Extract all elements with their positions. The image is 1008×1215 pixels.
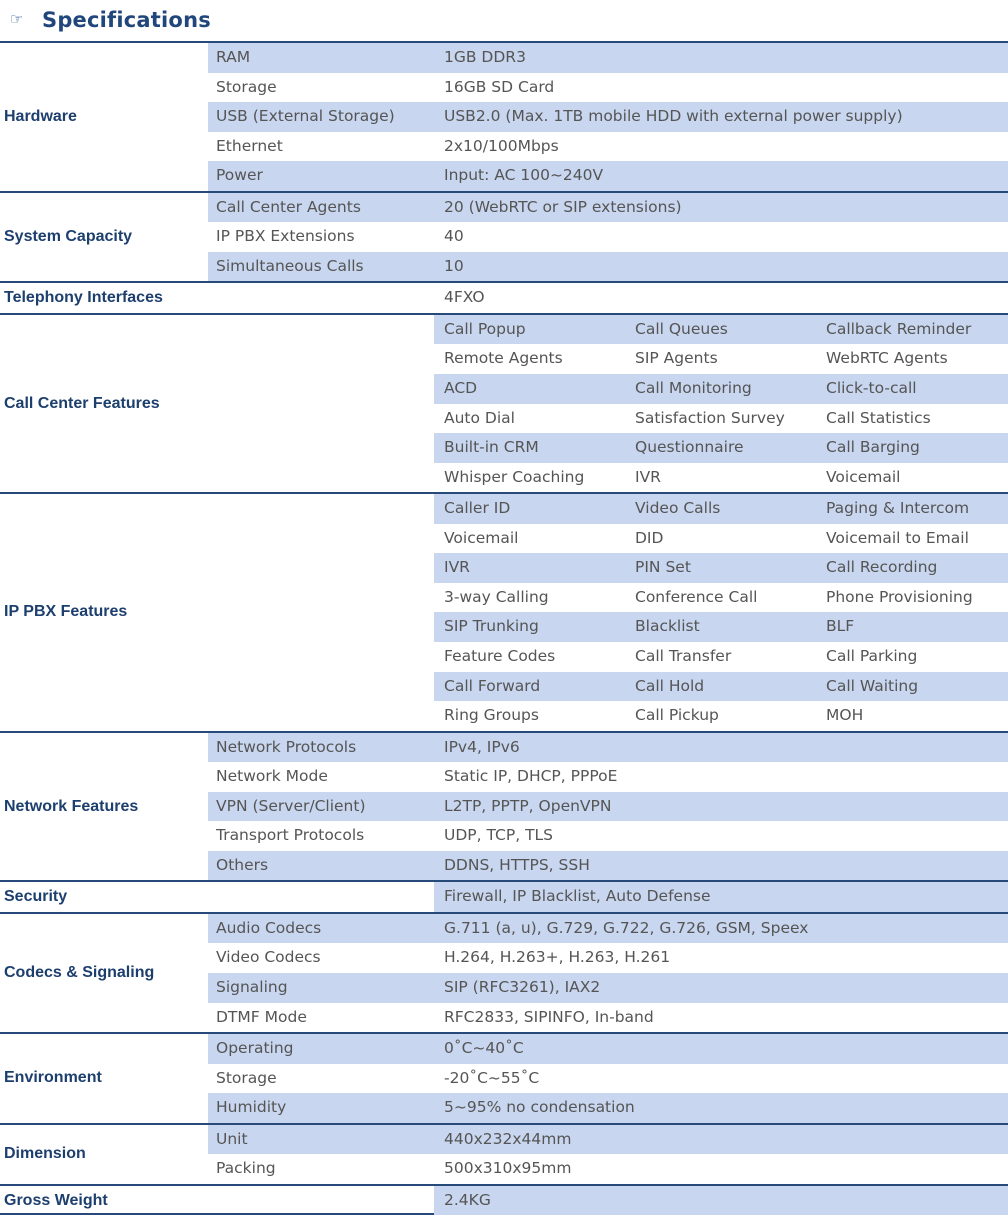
feature-item: Call Hold	[635, 676, 705, 695]
section-label: Call Center Features	[4, 394, 160, 412]
feature-item: Feature Codes	[444, 646, 556, 665]
feature-item: Phone Provisioning	[826, 587, 973, 606]
spec-row	[0, 1186, 1008, 1215]
feature-item: Call Parking	[826, 646, 918, 665]
feature-item: Call Popup	[444, 319, 526, 338]
feature-item: Built-in CRM	[444, 438, 539, 457]
spec-value: 2x10/100Mbps	[444, 136, 559, 155]
spec-name: VPN (Server/Client)	[216, 796, 366, 815]
spec-value: SIP (RFC3261), IAX2	[444, 978, 601, 997]
spec-section	[0, 313, 1008, 492]
spec-row	[208, 642, 1008, 672]
spec-value: UDP, TCP, TLS	[444, 826, 554, 845]
feature-item: 3-way Calling	[444, 587, 549, 606]
spec-section	[0, 1184, 1008, 1215]
feature-item: Blacklist	[635, 617, 700, 636]
spec-row	[208, 193, 1008, 223]
spec-name: Unit	[216, 1129, 248, 1148]
spec-row	[0, 882, 1008, 912]
spec-row	[208, 851, 1008, 881]
spec-row	[208, 943, 1008, 973]
spec-row	[208, 73, 1008, 103]
feature-item: Call Waiting	[826, 676, 919, 695]
spec-row	[208, 1093, 1008, 1123]
spec-section	[0, 191, 1008, 282]
spec-row	[208, 252, 1008, 282]
spec-value: G.711 (a, u), G.729, G.722, G.726, GSM, Speex	[444, 918, 809, 937]
feature-item: Call Pickup	[635, 706, 719, 725]
spec-value: DDNS, HTTPS, SSH	[444, 855, 590, 874]
spec-value: 440x232x44mm	[444, 1129, 572, 1148]
spec-section	[0, 1123, 1008, 1184]
feature-item: Voicemail to Email	[826, 528, 969, 547]
spec-row	[208, 701, 1008, 731]
section-label: Environment	[4, 1069, 102, 1087]
page-title: Specifications	[42, 8, 211, 32]
spec-value: IPv4, IPv6	[444, 737, 520, 756]
section-label: Telephony Interfaces	[4, 289, 163, 307]
section-label: IP PBX Features	[4, 603, 128, 621]
spec-name: RAM	[216, 48, 251, 66]
feature-item: IVR	[444, 558, 470, 577]
spec-section	[0, 912, 1008, 1032]
section-label: Gross Weight	[4, 1191, 108, 1209]
feature-item: Caller ID	[444, 499, 511, 518]
feature-item: Remote Agents	[444, 349, 563, 368]
feature-item: MOH	[826, 706, 864, 725]
spec-name: Humidity	[216, 1098, 287, 1117]
spec-row	[208, 1064, 1008, 1094]
row-band	[434, 283, 1008, 313]
spec-value: 2.4KG	[444, 1190, 491, 1209]
spec-name: Transport Protocols	[216, 826, 365, 845]
feature-item: IVR	[635, 467, 661, 486]
feature-item: Ring Groups	[444, 706, 539, 725]
spec-section	[0, 731, 1008, 881]
spec-value: 0˚C~40˚C	[444, 1039, 524, 1058]
spec-row	[208, 733, 1008, 763]
feature-item: Voicemail	[826, 467, 901, 486]
feature-item: DID	[635, 528, 664, 547]
feature-item: Call Monitoring	[635, 379, 752, 398]
spec-value: 10	[444, 256, 464, 275]
spec-value: USB2.0 (Max. 1TB mobile HDD with external power supply)	[444, 107, 903, 126]
spec-row	[208, 161, 1008, 191]
section-label: Network Features	[4, 797, 139, 815]
feature-item: Callback Reminder	[826, 319, 972, 338]
spec-row	[434, 672, 1008, 702]
spec-row	[434, 494, 1008, 524]
spec-value: 1GB DDR3	[444, 48, 526, 66]
spec-row	[434, 553, 1008, 583]
spec-name: Ethernet	[216, 136, 283, 155]
feature-item: Questionnaire	[635, 438, 744, 457]
spec-row	[208, 821, 1008, 851]
feature-item: ACD	[444, 379, 478, 398]
spec-row	[434, 612, 1008, 642]
spec-name: DTMF Mode	[216, 1007, 307, 1026]
spec-section	[0, 1032, 1008, 1123]
spec-name: Power	[216, 166, 263, 185]
feature-item: Call Transfer	[635, 646, 732, 665]
spec-name: Packing	[216, 1159, 276, 1178]
spec-value: Static IP, DHCP, PPPoE	[444, 767, 618, 786]
spec-name: Simultaneous Calls	[216, 256, 364, 275]
spec-row	[208, 222, 1008, 252]
spec-row	[208, 1125, 1008, 1155]
feature-item: Conference Call	[635, 587, 758, 606]
spec-value: 16GB SD Card	[444, 77, 555, 96]
feature-item: Call Queues	[635, 319, 728, 338]
spec-row	[208, 404, 1008, 434]
spec-section	[0, 880, 1008, 912]
feature-item: Call Recording	[826, 558, 938, 577]
page-header	[0, 0, 1008, 40]
spec-value: Firewall, IP Blacklist, Auto Defense	[444, 887, 711, 906]
feature-item: Call Statistics	[826, 408, 931, 427]
spec-row	[208, 463, 1008, 493]
spec-name: Call Center Agents	[216, 197, 361, 216]
spec-row	[208, 1154, 1008, 1184]
spec-name: Network Protocols	[216, 737, 357, 756]
spec-row	[434, 433, 1008, 463]
feature-item: Video Calls	[635, 499, 721, 518]
feature-item: Call Forward	[444, 676, 541, 695]
spec-name: Video Codecs	[216, 948, 321, 967]
spec-value: Input: AC 100~240V	[444, 166, 604, 185]
spec-row	[208, 1003, 1008, 1033]
spec-row	[0, 283, 1008, 313]
spec-row	[208, 583, 1008, 613]
section-label: System Capacity	[4, 228, 133, 246]
row-band	[434, 1186, 1008, 1215]
feature-item: SIP Trunking	[444, 617, 539, 636]
section-label: Hardware	[4, 107, 77, 125]
spec-value: 500x310x95mm	[444, 1159, 572, 1178]
spec-value: 5~95% no condensation	[444, 1098, 635, 1117]
spec-row	[208, 132, 1008, 162]
spec-row	[208, 1034, 1008, 1064]
section-label: Security	[4, 888, 68, 906]
spec-row	[434, 374, 1008, 404]
spec-value: RFC2833, SIPINFO, In-band	[444, 1007, 654, 1026]
spec-name: Storage	[216, 77, 277, 96]
section-label: Codecs & Signaling	[4, 964, 155, 982]
spec-value: H.264, H.263+, H.263, H.261	[444, 948, 671, 967]
feature-item: SIP Agents	[635, 349, 718, 368]
feature-item: Voicemail	[444, 528, 519, 547]
feature-item: Satisfaction Survey	[635, 408, 785, 427]
spec-name: USB (External Storage)	[216, 107, 395, 126]
feature-item: Auto Dial	[444, 408, 515, 427]
section-label: Dimension	[4, 1145, 86, 1163]
spec-section	[0, 41, 1008, 191]
feature-item: Whisper Coaching	[444, 467, 585, 486]
spec-value: 40	[444, 227, 464, 246]
spec-row	[208, 43, 1008, 73]
feature-item: WebRTC Agents	[826, 349, 948, 368]
spec-row	[208, 344, 1008, 374]
feature-item: PIN Set	[635, 558, 691, 577]
specifications-table	[0, 41, 1008, 1215]
spec-row	[434, 315, 1008, 345]
spec-name: Network Mode	[216, 767, 328, 786]
spec-value: 4FXO	[444, 288, 485, 307]
feature-item: Paging & Intercom	[826, 499, 970, 518]
spec-section	[0, 492, 1008, 730]
spec-row	[208, 914, 1008, 944]
feature-item: Call Barging	[826, 438, 920, 457]
spec-row	[208, 973, 1008, 1003]
spec-row	[208, 762, 1008, 792]
spec-value: L2TP, PPTP, OpenVPN	[444, 796, 612, 815]
spec-name: Audio Codecs	[216, 918, 322, 937]
spec-value: -20˚C~55˚C	[444, 1068, 540, 1087]
feature-item: BLF	[826, 617, 855, 636]
spec-name: Storage	[216, 1068, 277, 1087]
spec-section	[0, 281, 1008, 313]
spec-value: 20 (WebRTC or SIP extensions)	[444, 197, 682, 216]
spec-row	[208, 102, 1008, 132]
spec-name: IP PBX Extensions	[216, 227, 355, 246]
spec-name: Operating	[216, 1039, 294, 1058]
spec-name: Others	[216, 855, 269, 874]
spec-row	[208, 524, 1008, 554]
spec-row	[208, 792, 1008, 822]
pointing-hand-icon: ☞	[10, 11, 24, 28]
feature-item: Click-to-call	[826, 379, 917, 398]
spec-name: Signaling	[216, 978, 288, 997]
